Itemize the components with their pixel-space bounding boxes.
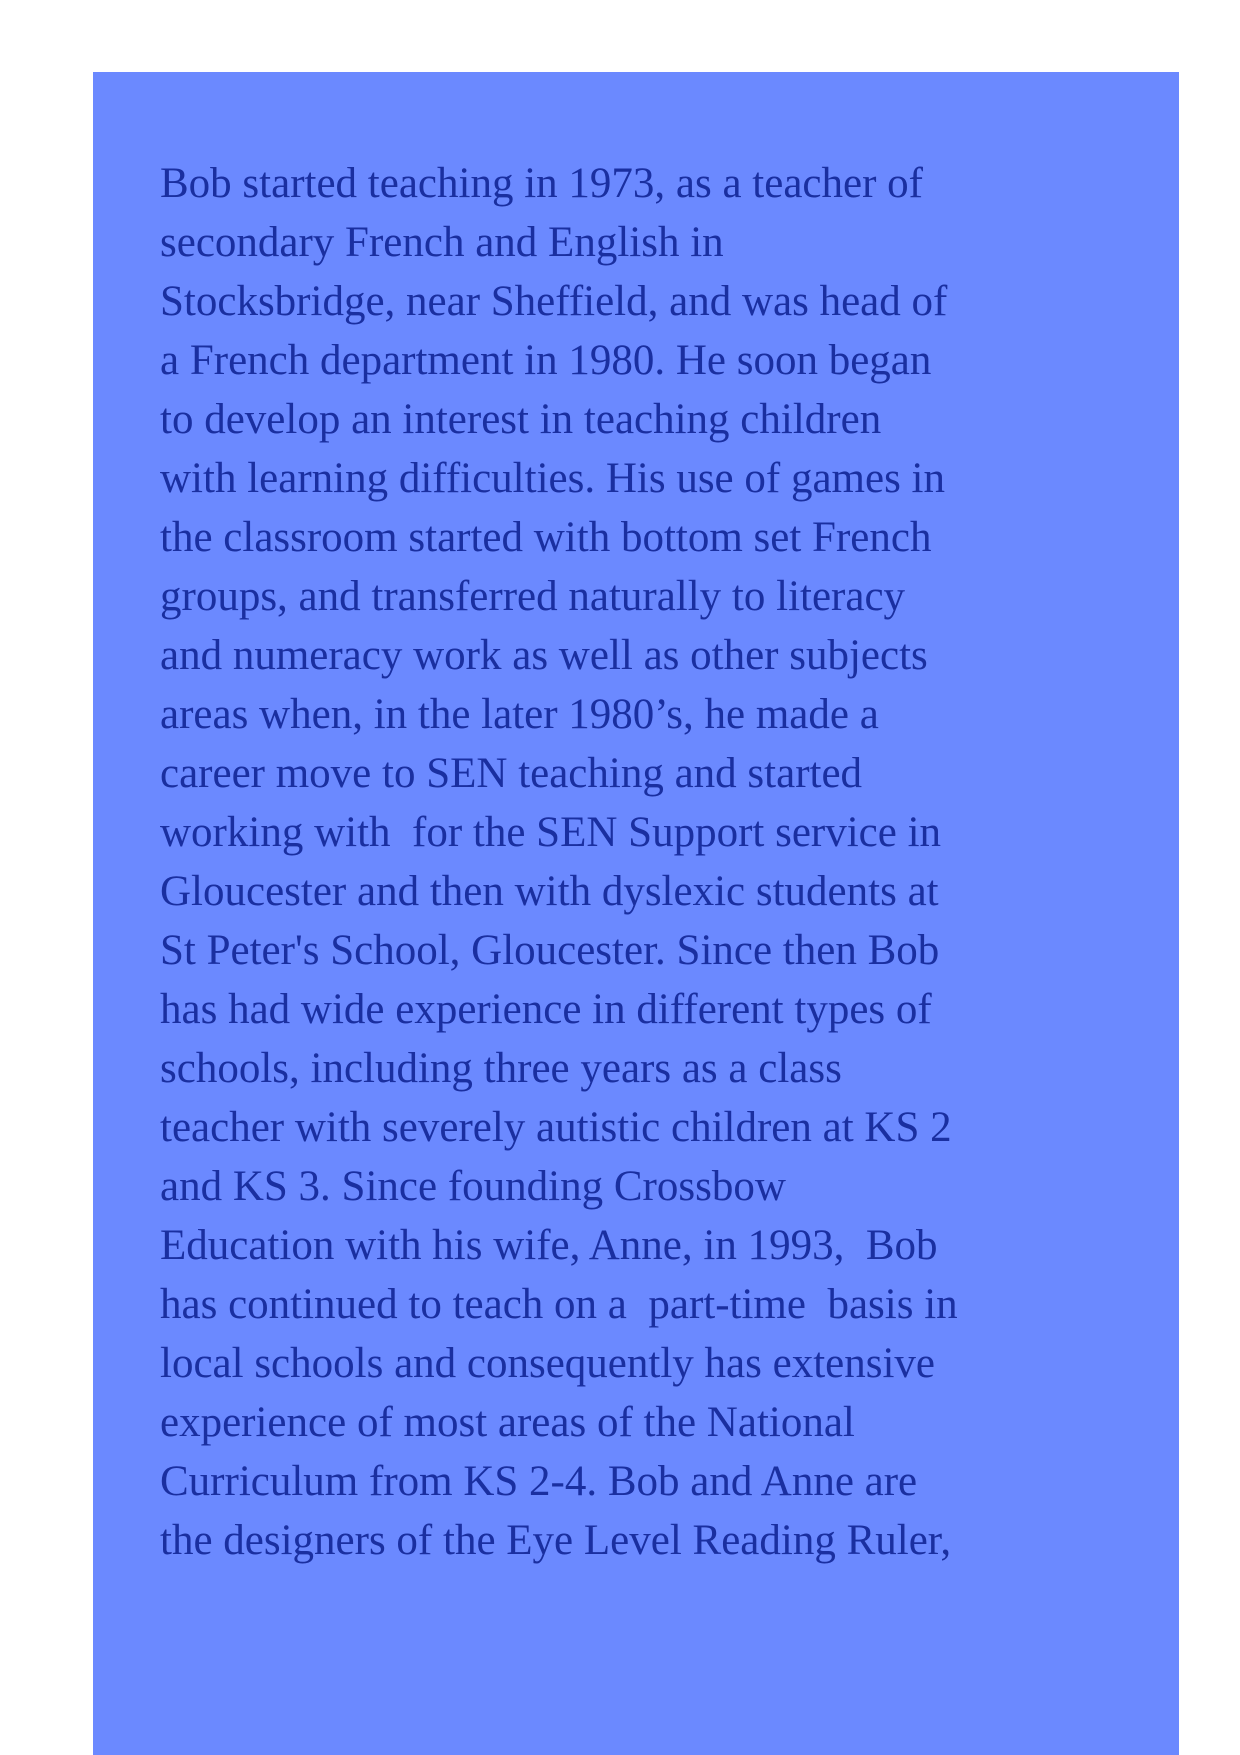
text-line: Gloucester and then with dyslexic students at xyxy=(160,868,939,915)
text-line: schools, including three years as a class xyxy=(160,1045,842,1092)
text-line: secondary French and English in xyxy=(160,219,724,266)
text-line: St Peter's School, Gloucester. Since then Bob xyxy=(160,927,940,974)
text-line: Education with his wife, Anne, in 1993, Bob xyxy=(160,1222,938,1269)
text-line: the classroom started with bottom set French xyxy=(160,514,932,561)
text-line: local schools and consequently has extensive xyxy=(160,1340,935,1387)
text-line: and numeracy work as well as other subjects xyxy=(160,632,928,679)
text-line: with learning difficulties. His use of games in xyxy=(160,455,946,502)
text-line: to develop an interest in teaching children xyxy=(160,396,882,443)
text-line: has had wide experience in different types of xyxy=(160,986,932,1033)
text-line: groups, and transferred naturally to literacy xyxy=(160,573,906,620)
biography-text xyxy=(160,154,1100,1570)
text-line: areas when, in the later 1980’s, he made a xyxy=(160,691,879,738)
text-line: Bob started teaching in 1973, as a teacher of xyxy=(160,160,923,207)
text-line: Curriculum from KS 2-4. Bob and Anne are xyxy=(160,1458,918,1505)
text-line: has continued to teach on a part-time basis in xyxy=(160,1281,958,1328)
text-line: the designers of the Eye Level Reading Ruler, xyxy=(160,1517,952,1564)
text-line: teacher with severely autistic children at KS 2 xyxy=(160,1104,952,1151)
text-line: career move to SEN teaching and started xyxy=(160,750,863,797)
text-line: experience of most areas of the National xyxy=(160,1399,855,1446)
text-line: and KS 3. Since founding Crossbow xyxy=(160,1163,786,1210)
text-line: Stocksbridge, near Sheffield, and was head of xyxy=(160,278,948,325)
text-line: a French department in 1980. He soon began xyxy=(160,337,932,384)
text-line: working with for the SEN Support service in xyxy=(160,809,942,856)
